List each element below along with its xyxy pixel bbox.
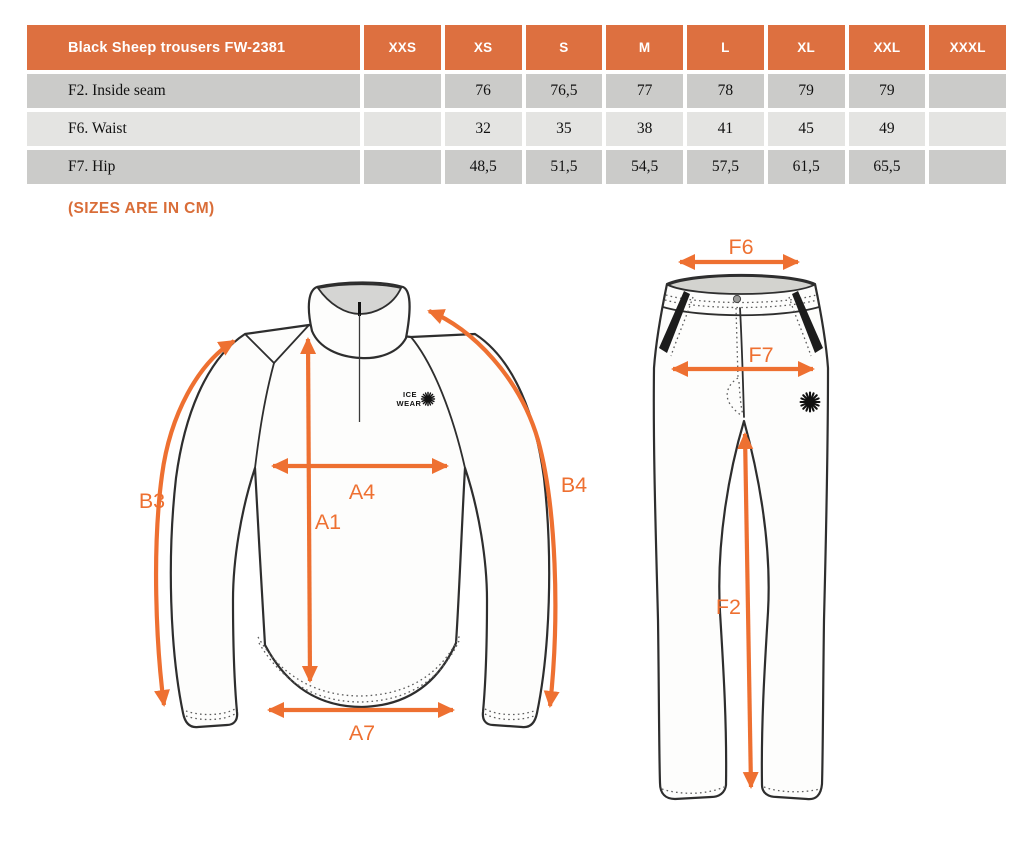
value-cell: 61,5 [768, 150, 845, 184]
logo-line2: WEAR [396, 399, 422, 408]
value-cell: 57,5 [687, 150, 764, 184]
waist-button [733, 295, 740, 302]
table-title-cell: Black Sheep trousers FW-2381 [27, 25, 360, 70]
label-a4: A4 [348, 480, 376, 504]
value-cell: 54,5 [606, 150, 683, 184]
size-column-header-xxl: XXL [849, 25, 926, 70]
label-f2: F2 [715, 595, 741, 619]
value-cell: 79 [768, 74, 845, 108]
label-b3: B3 [138, 489, 166, 513]
label-b4: B4 [560, 473, 588, 497]
snowflake-icon [801, 393, 820, 412]
size-column-header-s: S [526, 25, 603, 70]
value-cell: 79 [849, 74, 926, 108]
arrow-a1 [308, 339, 310, 681]
label-a7: A7 [348, 721, 376, 745]
value-cell: 76 [445, 74, 522, 108]
arrow-f2 [745, 434, 751, 787]
value-cell: 76,5 [526, 74, 603, 108]
value-cell: 51,5 [526, 150, 603, 184]
label-a1: A1 [314, 510, 342, 534]
label-f7: F7 [748, 343, 774, 367]
value-cell: 65,5 [849, 150, 926, 184]
snowflake-icon [422, 393, 435, 406]
size-column-header-xl: XL [768, 25, 845, 70]
value-cell: 38 [606, 112, 683, 146]
value-cell: 77 [606, 74, 683, 108]
trousers-body [654, 275, 828, 799]
value-cell: 45 [768, 112, 845, 146]
size-column-header-m: M [606, 25, 683, 70]
value-cell: 32 [445, 112, 522, 146]
size-column-header-xxxl: XXXL [929, 25, 1006, 70]
size-column-header-l: L [687, 25, 764, 70]
waistband-inside [668, 276, 814, 294]
size-column-header-xxs: XXS [364, 25, 441, 70]
row-label-hip: F7. Hip [27, 150, 360, 184]
value-cell: 78 [687, 74, 764, 108]
label-f6: F6 [728, 235, 754, 259]
trousers-drawing [654, 235, 828, 799]
sizes-in-cm-note: (SIZES ARE IN CM) [68, 200, 215, 217]
logo-line1: ICE [402, 390, 418, 399]
value-cell: 48,5 [445, 150, 522, 184]
value-cell: 35 [526, 112, 603, 146]
size-column-header-xs: XS [445, 25, 522, 70]
row-label-inside-seam: F2. Inside seam [27, 74, 360, 108]
value-cell: 41 [687, 112, 764, 146]
value-cell: 49 [849, 112, 926, 146]
shirt-drawing [139, 283, 587, 746]
row-label-waist: F6. Waist [27, 112, 360, 146]
